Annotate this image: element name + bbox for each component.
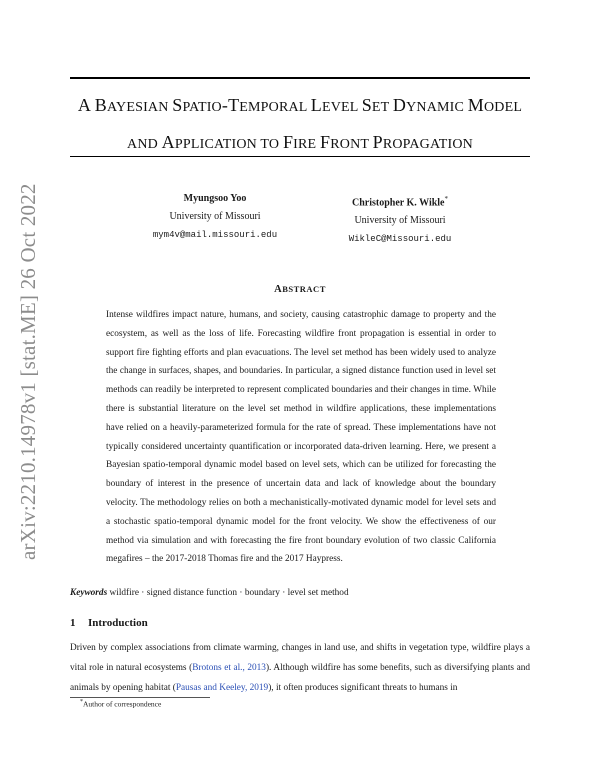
citation-link[interactable]: Brotons et al., 2013 <box>192 663 266 673</box>
author-affiliation: University of Missouri <box>354 215 446 227</box>
author-block-1 <box>125 190 305 244</box>
abstract-body: Intense wildfires impact nature, humans, and society, causing catastrophic damage to property and the ecosystem, as well as the loss of life. Forecasting wildfire front propagation is essential in order to support fire fighting efforts and plan evacuations. The level set method has been widely used to analyze the change in surfaces, shapes, and boundaries. In particular, a signed distance function used in level set methods can readily be interpreted to represent complicated boundaries and their changes in time. While there is substantial literature on the level set method in wildfire applications, these implementations have relied on a heavily-parameterized formula for the rate of spread. These implementations have not typically considered uncertainty quantification or incorporated data-driven learning. Here, we present a Bayesian spatio-temporal dynamic model based on level sets, which can be utilized for forecasting the boundary of interest in the presence of uncertain data and lack of knowledge about the boundary velocity. The methodology relies on both a mechanistically-motivated dynamic model for level sets and a stochastic spatio-temporal dynamic model for the front velocity. We show the effectiveness of our method via simulation and with forecasting the fire front boundary evolution of two classic California megafires – the 2017-2018 Thomas fire and the 2017 Haypress. <box>106 310 496 565</box>
introduction-paragraph: Driven by complex associations from climate warming, changes in land use, and shifts in vegetation type, wildfire plays a vital role in natural ecosystems (Brotons et al., 2013). Although wildfire has some benefits, such as diversifying plants and animals by opening habitat (Pausas and Keeley, 2019), it often produces significant threats to humans in <box>70 643 530 693</box>
section-number: 1 <box>70 617 76 629</box>
footnote-marker: * <box>80 699 83 705</box>
title-top-rule <box>70 77 530 79</box>
paper-title <box>70 88 530 162</box>
author-name: Myungsoo Yoo <box>183 193 247 204</box>
keywords-label: Keywords <box>70 588 108 598</box>
section-heading <box>70 617 148 629</box>
arxiv-identifier-stamp: arXiv:2210.14978v1 [stat.ME] 26 Oct 2022 <box>16 183 40 560</box>
author-email[interactable]: mym4v@mail.missouri.edu <box>152 230 278 240</box>
keywords-line <box>70 588 530 598</box>
title-line-1: A BAYESIAN SPATIO-TEMPORAL LEVEL SET DYNAMIC MODEL <box>77 95 523 115</box>
footnote-text: Author of correspondence <box>83 699 162 709</box>
abstract-heading: ABSTRACT <box>274 284 326 295</box>
section-title: Introduction <box>88 617 148 629</box>
author-affiliation: University of Missouri <box>169 211 261 222</box>
keywords-list: wildfire · signed distance function · boundary · level set method <box>109 588 349 598</box>
footnote <box>80 699 161 709</box>
author-email[interactable]: WikleC@Missouri.edu <box>348 234 452 245</box>
title-bottom-rule <box>70 156 530 157</box>
title-line-2: AND APPLICATION TO FIRE FRONT PROPAGATION <box>127 132 473 152</box>
author-name: Christopher K. Wikle* <box>351 195 448 209</box>
author-block-2 <box>310 190 490 248</box>
citation-link[interactable]: Pausas and Keeley, 2019 <box>175 683 269 693</box>
correspondence-marker: * <box>444 195 448 203</box>
footnote-rule <box>70 697 210 698</box>
